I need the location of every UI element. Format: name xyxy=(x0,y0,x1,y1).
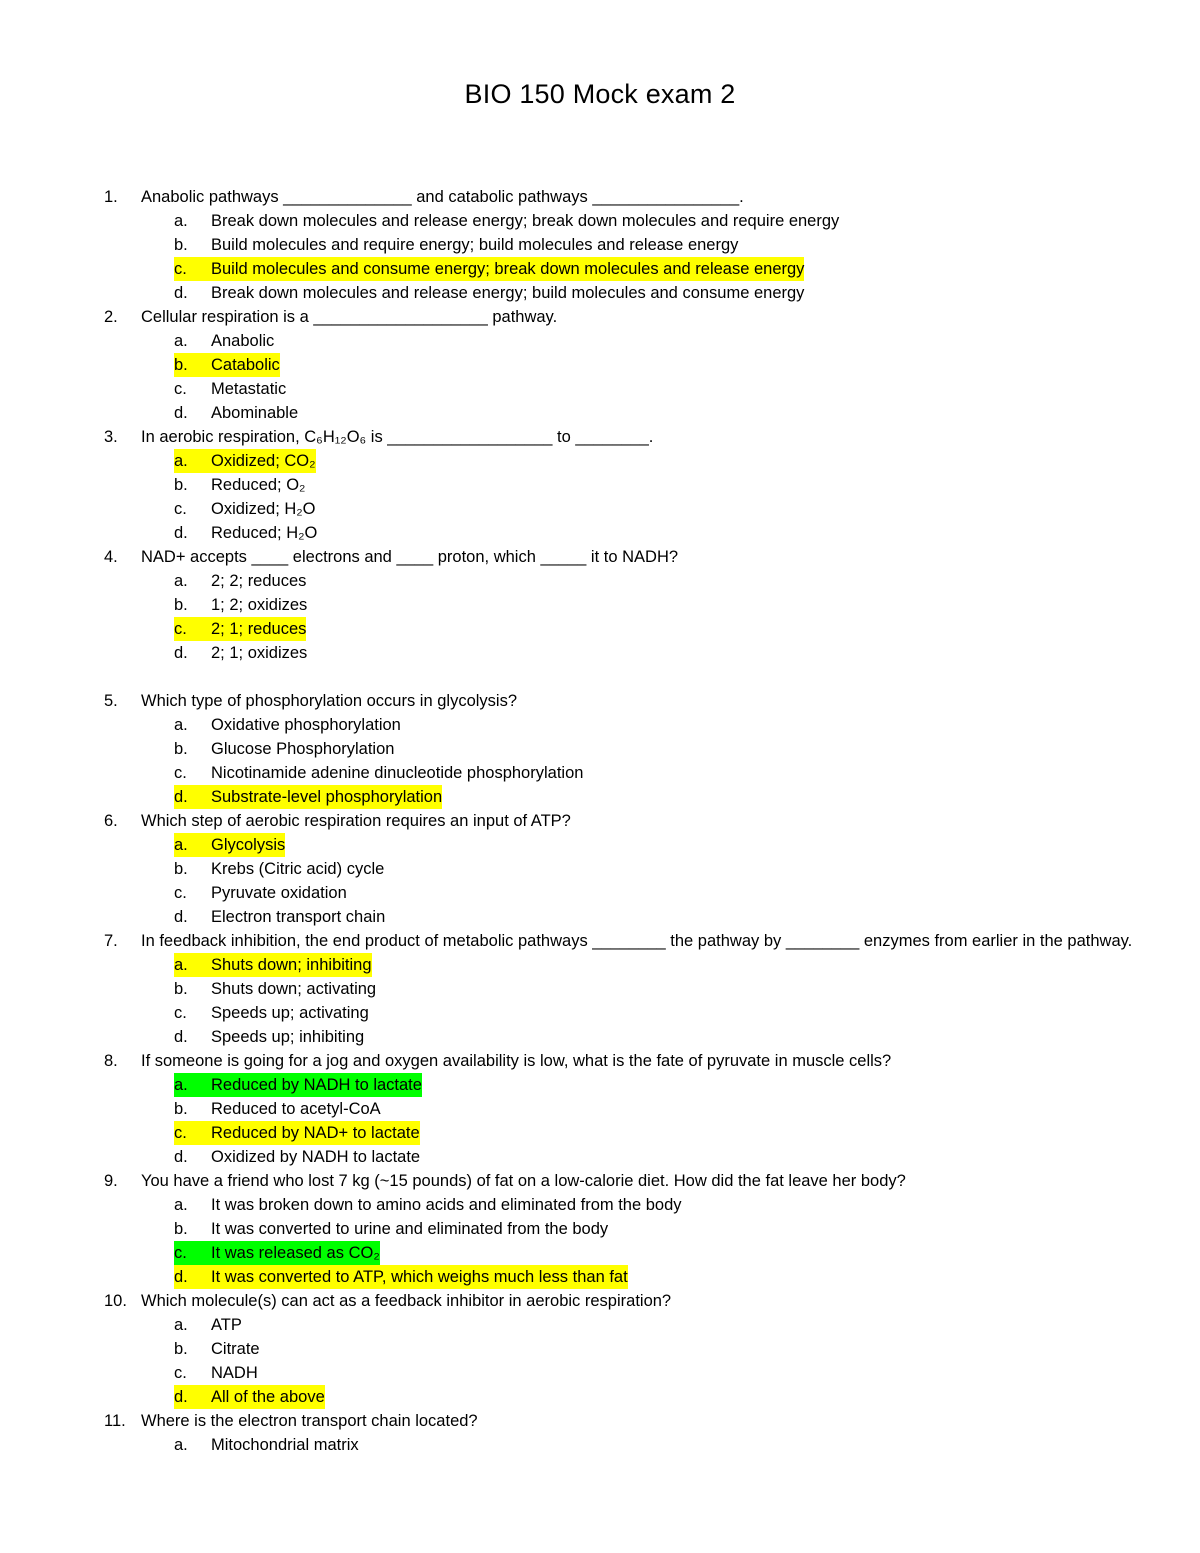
answer-content xyxy=(174,1217,608,1241)
question-list xyxy=(104,185,1134,1457)
question-number: 1. xyxy=(104,188,118,206)
option-text: Speeds up; activating xyxy=(211,1004,369,1022)
highlighted-answer xyxy=(174,449,316,473)
option-text: It was released as CO₂ xyxy=(211,1244,380,1262)
answer-option xyxy=(104,977,1134,1001)
answer-option xyxy=(104,401,1134,425)
answer-option xyxy=(104,233,1134,257)
option-text: Abominable xyxy=(211,404,299,422)
question-text: Anabolic pathways ______________ and catabolic pathways ________________. xyxy=(141,188,744,206)
highlighted-answer xyxy=(174,1265,628,1289)
option-text: Mitochondrial matrix xyxy=(211,1436,359,1454)
option-text: It was broken down to amino acids and eliminated from the body xyxy=(211,1196,682,1214)
question-number: 9. xyxy=(104,1172,118,1190)
option-letter: b. xyxy=(174,356,188,374)
answer-content xyxy=(174,1337,260,1361)
option-letter: a. xyxy=(174,1076,188,1094)
answer-option xyxy=(104,857,1134,881)
answer-option xyxy=(104,473,1134,497)
question-3 xyxy=(104,425,1134,545)
option-text: Metastatic xyxy=(211,380,287,398)
option-letter: a. xyxy=(174,212,188,230)
answer-option xyxy=(104,1385,1134,1409)
question-11 xyxy=(104,1409,1134,1457)
answer-option xyxy=(104,1097,1134,1121)
answer-option xyxy=(104,329,1134,353)
answer-option xyxy=(104,737,1134,761)
question-stem xyxy=(104,1409,1134,1433)
highlighted-answer xyxy=(174,953,372,977)
option-letter: b. xyxy=(174,1340,188,1358)
answer-option xyxy=(104,569,1134,593)
answer-option xyxy=(104,1001,1134,1025)
answer-content xyxy=(174,641,307,665)
question-text: Which type of phosphorylation occurs in glycolysis? xyxy=(141,692,518,710)
option-text: Reduced; H₂O xyxy=(211,524,318,542)
question-number: 10. xyxy=(104,1292,127,1310)
option-text: Anabolic xyxy=(211,332,275,350)
answer-content xyxy=(174,881,347,905)
question-1 xyxy=(104,185,1134,305)
question-stem xyxy=(104,425,1134,449)
highlighted-answer xyxy=(174,1241,380,1265)
question-stem xyxy=(104,185,1134,209)
question-text: Where is the electron transport chain located? xyxy=(141,1412,478,1430)
option-letter: c. xyxy=(174,1364,187,1382)
answer-option xyxy=(104,1217,1134,1241)
option-letter: d. xyxy=(174,788,188,806)
option-letter: d. xyxy=(174,524,188,542)
answer-content xyxy=(174,1313,242,1337)
answer-option xyxy=(104,761,1134,785)
option-text: Catabolic xyxy=(211,356,280,374)
option-text: Oxidized by NADH to lactate xyxy=(211,1148,421,1166)
option-text: Build molecules and consume energy; break down molecules and release energy xyxy=(211,260,805,278)
answer-option xyxy=(104,1193,1134,1217)
question-text: If someone is going for a jog and oxygen availability is low, what is the fate of pyruvate in muscle cells? xyxy=(141,1052,892,1070)
answer-content xyxy=(174,281,804,305)
option-text: Reduced by NAD+ to lactate xyxy=(211,1124,420,1142)
answer-option xyxy=(104,377,1134,401)
answer-option xyxy=(104,449,1134,473)
option-letter: c. xyxy=(174,620,187,638)
option-text: Reduced by NADH to lactate xyxy=(211,1076,422,1094)
answer-option xyxy=(104,353,1134,377)
answer-option xyxy=(104,1361,1134,1385)
question-text: In feedback inhibition, the end product of metabolic pathways ________ the pathway by ________ enzymes from earlier in the pathway. xyxy=(141,932,1133,950)
question-stem xyxy=(104,929,1134,953)
question-text: You have a friend who lost 7 kg (~15 pounds) of fat on a low-calorie diet. How did the fat leave her body? xyxy=(141,1172,906,1190)
answer-content xyxy=(174,521,317,545)
question-8 xyxy=(104,1049,1134,1169)
answer-content xyxy=(174,857,384,881)
answer-option xyxy=(104,593,1134,617)
answer-option xyxy=(104,1073,1134,1097)
answer-content xyxy=(174,1097,381,1121)
answer-content xyxy=(174,1145,420,1169)
option-letter: d. xyxy=(174,284,188,302)
option-letter: c. xyxy=(174,1004,187,1022)
option-text: It was converted to urine and eliminated from the body xyxy=(211,1220,609,1238)
question-text: Which molecule(s) can act as a feedback inhibitor in aerobic respiration? xyxy=(141,1292,672,1310)
answer-content xyxy=(174,977,376,1001)
answer-option xyxy=(104,785,1134,809)
answer-content xyxy=(174,905,385,929)
option-letter: a. xyxy=(174,1316,188,1334)
page-title: BIO 150 Mock exam 2 xyxy=(464,79,736,109)
highlighted-answer xyxy=(174,1073,422,1097)
option-text: Nicotinamide adenine dinucleotide phosphorylation xyxy=(211,764,584,782)
option-text: 2; 1; oxidizes xyxy=(211,644,308,662)
answer-option xyxy=(104,1337,1134,1361)
answer-content xyxy=(174,737,394,761)
question-number: 4. xyxy=(104,548,118,566)
answer-option xyxy=(104,617,1134,641)
question-number: 6. xyxy=(104,812,118,830)
question-6 xyxy=(104,809,1134,929)
option-text: Oxidized; CO₂ xyxy=(211,452,316,470)
answer-content xyxy=(174,1193,682,1217)
option-text: Speeds up; inhibiting xyxy=(211,1028,365,1046)
option-text: Glucose Phosphorylation xyxy=(211,740,395,758)
question-stem xyxy=(104,305,1134,329)
option-text: Build molecules and require energy; build molecules and release energy xyxy=(211,236,739,254)
highlighted-answer xyxy=(174,785,442,809)
question-number: 2. xyxy=(104,308,118,326)
question-5 xyxy=(104,689,1134,809)
option-letter: c. xyxy=(174,1124,187,1142)
option-text: All of the above xyxy=(211,1388,325,1406)
answer-content xyxy=(174,1361,258,1385)
option-text: Oxidized; H₂O xyxy=(211,500,316,518)
answer-option xyxy=(104,257,1134,281)
question-number: 3. xyxy=(104,428,118,446)
option-letter: b. xyxy=(174,476,188,494)
option-letter: a. xyxy=(174,572,188,590)
option-letter: b. xyxy=(174,860,188,878)
answer-content xyxy=(174,569,306,593)
answer-content xyxy=(174,761,583,785)
question-stem xyxy=(104,545,1134,569)
answer-content xyxy=(174,1025,364,1049)
answer-option xyxy=(104,905,1134,929)
option-letter: b. xyxy=(174,596,188,614)
question-9 xyxy=(104,1169,1134,1289)
question-text: Cellular respiration is a ___________________ pathway. xyxy=(141,308,558,326)
option-letter: b. xyxy=(174,740,188,758)
question-text: In aerobic respiration, C₆H₁₂O₆ is __________________ to ________. xyxy=(141,428,654,446)
answer-option xyxy=(104,1313,1134,1337)
question-number: 8. xyxy=(104,1052,118,1070)
answer-option xyxy=(104,1145,1134,1169)
question-stem xyxy=(104,1049,1134,1073)
option-letter: a. xyxy=(174,836,188,854)
question-number: 5. xyxy=(104,692,118,710)
answer-content xyxy=(174,233,738,257)
option-letter: c. xyxy=(174,500,187,518)
answer-option xyxy=(104,641,1134,665)
option-letter: c. xyxy=(174,1244,187,1262)
highlighted-answer xyxy=(174,353,280,377)
option-letter: d. xyxy=(174,644,188,662)
option-letter: a. xyxy=(174,1196,188,1214)
option-letter: d. xyxy=(174,1028,188,1046)
option-letter: a. xyxy=(174,452,188,470)
option-text: Citrate xyxy=(211,1340,260,1358)
answer-content xyxy=(174,593,307,617)
option-text: Oxidative phosphorylation xyxy=(211,716,401,734)
option-text: Substrate-level phosphorylation xyxy=(211,788,443,806)
answer-option xyxy=(104,1025,1134,1049)
option-letter: d. xyxy=(174,1268,188,1286)
question-7 xyxy=(104,929,1134,1049)
highlighted-answer xyxy=(174,617,306,641)
highlighted-answer xyxy=(174,1121,420,1145)
highlighted-answer xyxy=(174,833,285,857)
answer-option xyxy=(104,281,1134,305)
answer-option xyxy=(104,521,1134,545)
answer-option xyxy=(104,953,1134,977)
option-text: 2; 1; reduces xyxy=(211,620,307,638)
question-4 xyxy=(104,545,1134,665)
highlighted-answer xyxy=(174,257,804,281)
option-letter: a. xyxy=(174,332,188,350)
question-stem xyxy=(104,689,1134,713)
option-text: Reduced to acetyl-CoA xyxy=(211,1100,381,1118)
answer-content xyxy=(174,401,298,425)
option-letter: c. xyxy=(174,380,187,398)
option-text: Electron transport chain xyxy=(211,908,386,926)
option-text: NADH xyxy=(211,1364,258,1382)
option-letter: a. xyxy=(174,716,188,734)
option-text: Shuts down; inhibiting xyxy=(211,956,372,974)
option-letter: d. xyxy=(174,404,188,422)
option-text: Krebs (Citric acid) cycle xyxy=(211,860,385,878)
option-text: Glycolysis xyxy=(211,836,286,854)
option-letter: a. xyxy=(174,1436,188,1454)
answer-option xyxy=(104,1121,1134,1145)
answer-content xyxy=(174,209,839,233)
answer-option xyxy=(104,881,1134,905)
option-text: Break down molecules and release energy; break down molecules and require energy xyxy=(211,212,840,230)
option-text: ATP xyxy=(211,1316,242,1334)
question-2 xyxy=(104,305,1134,425)
question-text: NAD+ accepts ____ electrons and ____ proton, which _____ it to NADH? xyxy=(141,548,679,566)
answer-option xyxy=(104,1433,1134,1457)
option-letter: d. xyxy=(174,908,188,926)
option-text: Reduced; O₂ xyxy=(211,476,306,494)
option-letter: b. xyxy=(174,1100,188,1118)
spacer xyxy=(104,665,1134,689)
option-text: 1; 2; oxidizes xyxy=(211,596,308,614)
answer-content xyxy=(174,473,305,497)
answer-content xyxy=(174,1001,369,1025)
question-10 xyxy=(104,1289,1134,1409)
answer-content xyxy=(174,713,401,737)
answer-content xyxy=(174,377,286,401)
answer-content xyxy=(174,1433,359,1457)
option-letter: b. xyxy=(174,980,188,998)
question-stem xyxy=(104,1169,1134,1193)
option-letter: b. xyxy=(174,236,188,254)
question-number: 7. xyxy=(104,932,118,950)
answer-option xyxy=(104,497,1134,521)
question-number: 11. xyxy=(104,1412,126,1430)
option-letter: b. xyxy=(174,1220,188,1238)
answer-option xyxy=(104,209,1134,233)
option-letter: a. xyxy=(174,956,188,974)
option-letter: c. xyxy=(174,884,187,902)
question-stem xyxy=(104,1289,1134,1313)
option-letter: d. xyxy=(174,1148,188,1166)
answer-option xyxy=(104,1241,1134,1265)
option-letter: c. xyxy=(174,764,187,782)
answer-option xyxy=(104,1265,1134,1289)
option-text: Break down molecules and release energy; build molecules and consume energy xyxy=(211,284,805,302)
option-letter: c. xyxy=(174,260,187,278)
option-text: Pyruvate oxidation xyxy=(211,884,347,902)
answer-content xyxy=(174,497,316,521)
highlighted-answer xyxy=(174,1385,325,1409)
answer-option xyxy=(104,713,1134,737)
question-stem xyxy=(104,809,1134,833)
question-text: Which step of aerobic respiration requires an input of ATP? xyxy=(141,812,571,830)
answer-content xyxy=(174,329,274,353)
option-letter: d. xyxy=(174,1388,188,1406)
option-text: 2; 2; reduces xyxy=(211,572,307,590)
option-text: Shuts down; activating xyxy=(211,980,377,998)
answer-option xyxy=(104,833,1134,857)
option-text: It was converted to ATP, which weighs much less than fat xyxy=(211,1268,628,1286)
